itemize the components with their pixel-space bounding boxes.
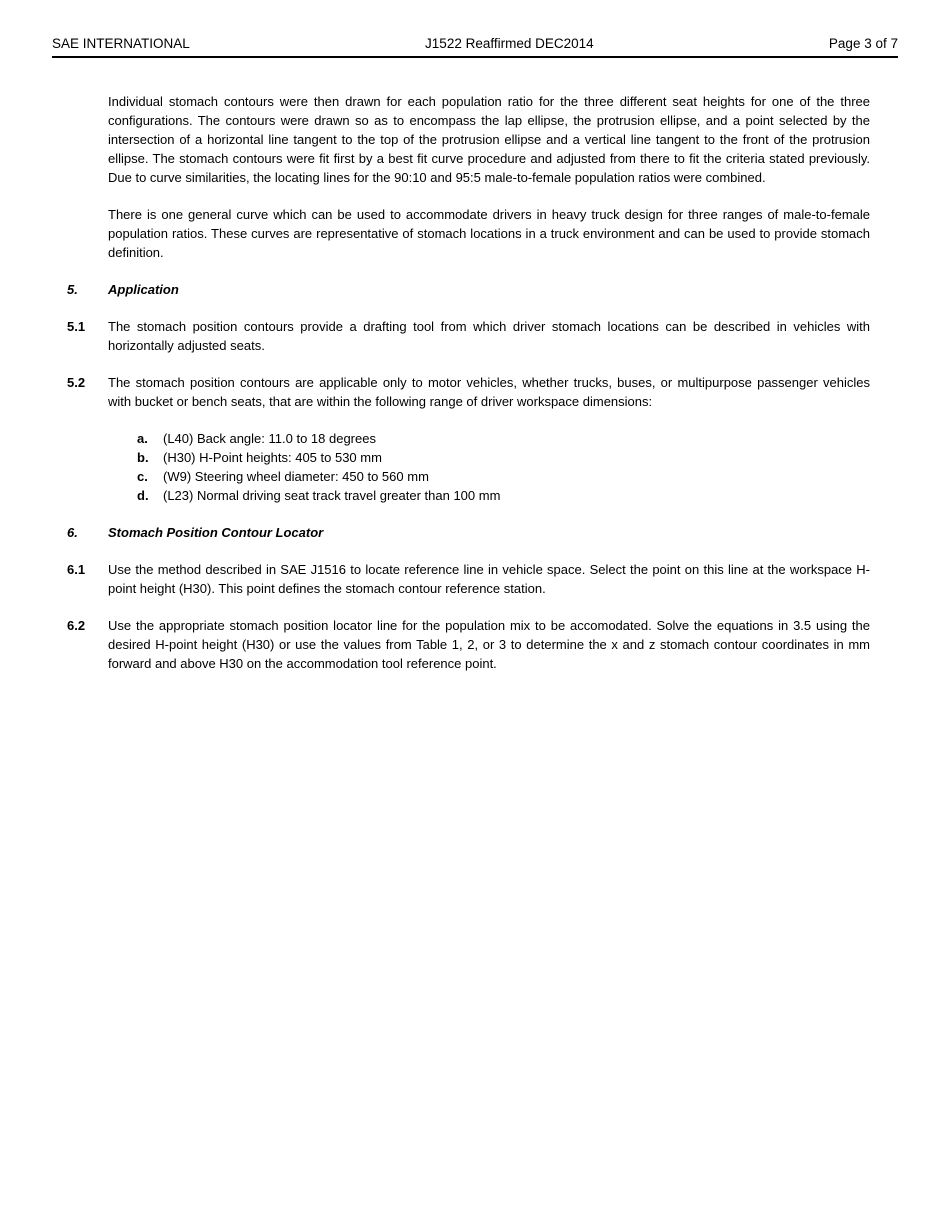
document-body xyxy=(67,92,870,691)
list-item-text: (L23) Normal driving seat track travel greater than 100 mm xyxy=(163,488,501,503)
list-item-text: (W9) Steering wheel diameter: 450 to 560 mm xyxy=(163,469,429,484)
paragraph-intro-1: Individual stomach contours were then drawn for each population ratio for the three different seat heights for one of the three configurations. The contours were drawn so as to encompass the lap ellipse, the protrusion ellipse, and a point selected by the intersection of a horizontal line tangent to the top of the protrusion ellipse and a vertical line tangent to the front of the protrusion ellipse. The stomach contours were fit first by a best fit curve procedure and adjusted from there to fit the criteria stated previously. Due to curve similarities, the locating lines for the 90:10 and 95:5 male-to-female population ratios were combined. xyxy=(108,94,870,185)
clause-number: 5.2 xyxy=(67,375,86,390)
list-item xyxy=(137,467,870,486)
list-item-text: (H30) H-Point heights: 405 to 530 mm xyxy=(163,450,382,465)
clause-number: 6.2 xyxy=(67,618,86,633)
list-item-label: a. xyxy=(137,431,148,446)
list-item-label: b. xyxy=(137,450,149,465)
page-header xyxy=(52,36,898,58)
list-item-text: (L40) Back angle: 11.0 to 18 degrees xyxy=(163,431,376,446)
list-item-label: d. xyxy=(137,488,149,503)
header-right: Page 3 of 7 xyxy=(828,36,898,51)
clause-text: Use the method described in SAE J1516 to locate reference line in vehicle space. Select the point on this line at the workspace H-point height (H30). This point defines the stomach contour reference station. xyxy=(108,562,870,596)
clause-6-2 xyxy=(67,616,870,673)
header-center: J1522 Reaffirmed DEC2014 xyxy=(425,36,594,51)
clause-text: The stomach position contours are applicable only to motor vehicles, whether trucks, buses, or multipurpose passenger vehicles with bucket or bench seats, that are within the following range of driver workspace dimensions: xyxy=(108,375,870,409)
header-left: SAE INTERNATIONAL xyxy=(52,36,190,51)
section-number: 5. xyxy=(67,282,78,297)
section-heading-application xyxy=(67,280,870,299)
clause-text: Use the appropriate stomach position locator line for the population mix to be accomodated. Solve the equations in 3.5 using the desired H-point height (H30) or use the values from Table 1, 2, or 3 to determine the x and z stomach contour coordinates in mm forward and above H30 on the accommodation tool reference point. xyxy=(108,618,870,671)
clause-number: 5.1 xyxy=(67,319,86,334)
paragraph-intro-2: There is one general curve which can be used to accommodate drivers in heavy truck design for three ranges of male-to-female population ratios. These curves are representative of stomach locations in a truck environment and can be used to provide stomach definition. xyxy=(108,207,870,260)
section-number: 6. xyxy=(67,525,78,540)
section-title: Stomach Position Contour Locator xyxy=(108,525,324,540)
clause-5-1 xyxy=(67,317,870,355)
section-heading-stomach-position-contour-locator xyxy=(67,523,870,542)
clause-number: 6.1 xyxy=(67,562,86,577)
list-item xyxy=(137,448,870,467)
list-item xyxy=(137,486,870,505)
list-item xyxy=(137,429,870,448)
section-title: Application xyxy=(108,282,179,297)
clause-5-2 xyxy=(67,373,870,411)
clause-6-1 xyxy=(67,560,870,598)
lettered-list xyxy=(137,429,870,505)
list-item-label: c. xyxy=(137,469,148,484)
clause-text: The stomach position contours provide a drafting tool from which driver stomach locations can be described in vehicles with horizontally adjusted seats. xyxy=(108,319,870,353)
